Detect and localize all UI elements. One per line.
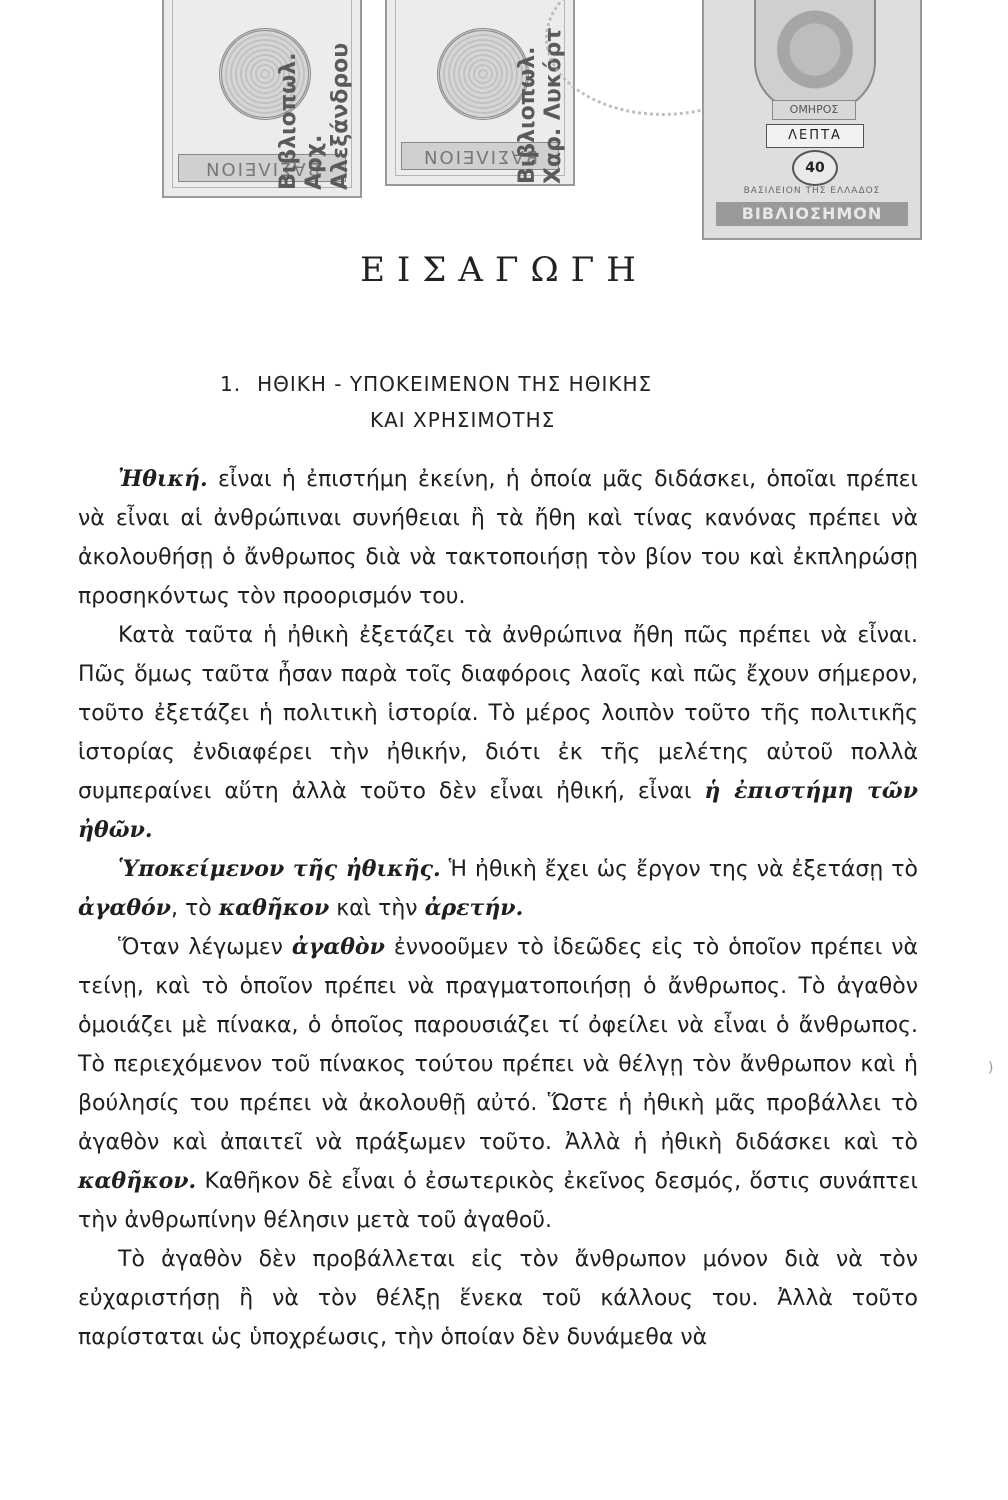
revenue-stamp-1 (162, 0, 362, 198)
stamp-value: 40 (792, 150, 838, 186)
chapter-title: ΕΙΣΑΓΩΓΗ (360, 250, 648, 290)
paragraph-text: ἐννοοῦμεν τὸ ἰδεῶδες εἰς τὸ ὁποῖον πρέπει νὰ τείνῃ, καὶ τὸ ὁποῖον πρέπει νὰ πραγματοποιήσῃ ὁ ἄνθρωπος. Τὸ ἀγαθὸν ὁμοιάζει μὲ πίνακα, ὁ ὁποῖος παρουσιάζει τί ὀφείλει νὰ εἶναι ὁ ἄνθρωπος. Τὸ περιεχόμενον τοῦ πίνακος τούτου πρέπει νὰ θέλγῃ τὸν ἄνθρωπον καὶ ἡ βούλησίς του πρέπει νὰ ἀκολουθῇ αὐτό. Ὥστε ἡ ἠθικὴ μᾶς προβάλλει τὸ ἀγαθὸν καὶ ἀπαιτεῖ νὰ πράξωμεν τοῦτο. Ἀλλὰ ἡ ἠθικὴ διδάσκει καὶ τὸ (78, 935, 918, 1155)
section-number: 1. (220, 372, 242, 396)
paragraph-text: Ἡ ἠθικὴ ἔχει ὡς ἔργον της νὰ ἐξετάσῃ τὸ (440, 857, 918, 882)
paragraph-text: εἶναι ἡ ἐπιστήμη ἐκείνη, ἡ ὁποία μᾶς διδάσκει, ὁποῖαι πρέπει νὰ εἶναι αἱ ἀνθρώπιναι συνήθειαι ἢ τὰ ἤθη καὶ τίνας κανόνας πρέπει νὰ ἀκολουθήσῃ ὁ ἄνθρωπος διὰ νὰ τακτοποιήσῃ τὸν βίον του καὶ ἐκπληρώσῃ προσηκόντως τὸν προορισμόν του. (78, 467, 918, 609)
emphasis-text: ἀγαθὸν (291, 934, 385, 960)
term-subject-of-ethics: Ὑποκείμενον τῆς ἠθικῆς. (118, 856, 441, 882)
revenue-stamp-homer (702, 0, 922, 240)
paragraph-2 (78, 616, 918, 850)
emphasis-text: ἡ ἐπιστήμη τῶν ἠθῶν. (78, 778, 918, 843)
margin-mark: ) (988, 1060, 994, 1076)
paragraph-text: Ὅταν λέγωμεν (118, 935, 292, 960)
section-heading (220, 372, 780, 432)
paragraph-5 (78, 1240, 918, 1357)
term-ethics: Ἠθική. (118, 466, 208, 492)
stamp-band-text: ΒΑΣΙΛΕΙΟΝ (401, 142, 559, 170)
emphasis-text: καθῆκον. (78, 1168, 197, 1194)
stamp-kingdom-text: ΒΑΣΙΛΕΙΟΝ ΤΗΣ ΕΛΛΑΔΟΣ (743, 186, 881, 196)
stamp-band-text: ΒΑΣΙΛΕΙΟΝ (178, 154, 346, 182)
paragraph-text: καὶ τὴν (329, 896, 425, 921)
paragraph-text: Κατὰ ταῦτα ἡ ἠθικὴ ἐξετάζει τὰ ἀνθρώπινα ἤθη πῶς πρέπει νὰ εἶναι. Πῶς ὅμως ταῦτα ἦσαν παρὰ τοῖς διαφόροις λαοῖς καὶ πῶς ἔχουν σήμερον, τοῦτο ἐξετάζει ἡ πολιτικὴ ἱστορία. Τὸ μέρος λοιπὸν τοῦτο τῆς πολιτικῆς ἱστορίας ἐνδιαφέρει τὴν ἠθικήν, διότι ἐκ τῆς μελέτης αὐτοῦ πολλὰ συμπεραίνει αὕτη ἀλλὰ τοῦτο δὲν εἶναι ἠθική, εἶναι (78, 623, 918, 804)
paragraph-3 (78, 850, 918, 928)
paragraph-text: , τὸ (171, 896, 219, 921)
emphasis-text: ἀγαθόν (78, 895, 171, 921)
paragraph-1 (78, 460, 918, 616)
section-heading-text: ΗΘΙΚΗ - ΥΠΟΚΕΙΜΕΝΟΝ ΤΗΣ ΗΘΙΚΗΣ (257, 372, 653, 396)
stamp-overprint: Βιβλιοπωλ. Αρχ. Αλεξάνδρου (276, 42, 353, 190)
paragraph-text: Τὸ ἀγαθὸν δὲν προβάλλεται εἰς τὸν ἄνθρωπον μόνον διὰ νὰ τὸν εὐχαριστήσῃ ἢ νὰ τὸν θέλξῃ ἕνεκα τοῦ κάλλους του. Ἀλλὰ τοῦτο παρίσταται ὡς ὑποχρέωσις, τὴν ὁποίαν δὲν δυνάμεθα νὰ (78, 1247, 918, 1350)
stamp-overprint: Βιβλιοπωλ. Χαρ. Λυκόρτ (515, 27, 566, 184)
homer-portrait (754, 0, 876, 112)
stamp-portrait-name: ΟΜΗΡΟΣ (772, 100, 856, 120)
stamp-label: ΒΙΒΛΙΟΣΗΜΟΝ (716, 202, 908, 226)
emphasis-text: καθῆκον (218, 895, 330, 921)
paragraph-4 (78, 928, 918, 1240)
stamp-denomination: ΛΕΠΤΑ (766, 124, 864, 148)
body-text (78, 460, 918, 1357)
emphasis-text: ἀρετήν. (424, 895, 524, 921)
section-heading-line1 (220, 372, 780, 396)
section-heading-line2: ΚΑΙ ΧΡΗΣΙΜΟΤΗΣ (370, 408, 556, 432)
paragraph-text: Καθῆκον δὲ εἶναι ὁ ἐσωτερικὸς ἐκεῖνος δεσμός, ὅστις συνάπτει τὴν ἀνθρωπίνην θέλησιν μετὰ τοῦ ἀγαθοῦ. (78, 1169, 918, 1233)
